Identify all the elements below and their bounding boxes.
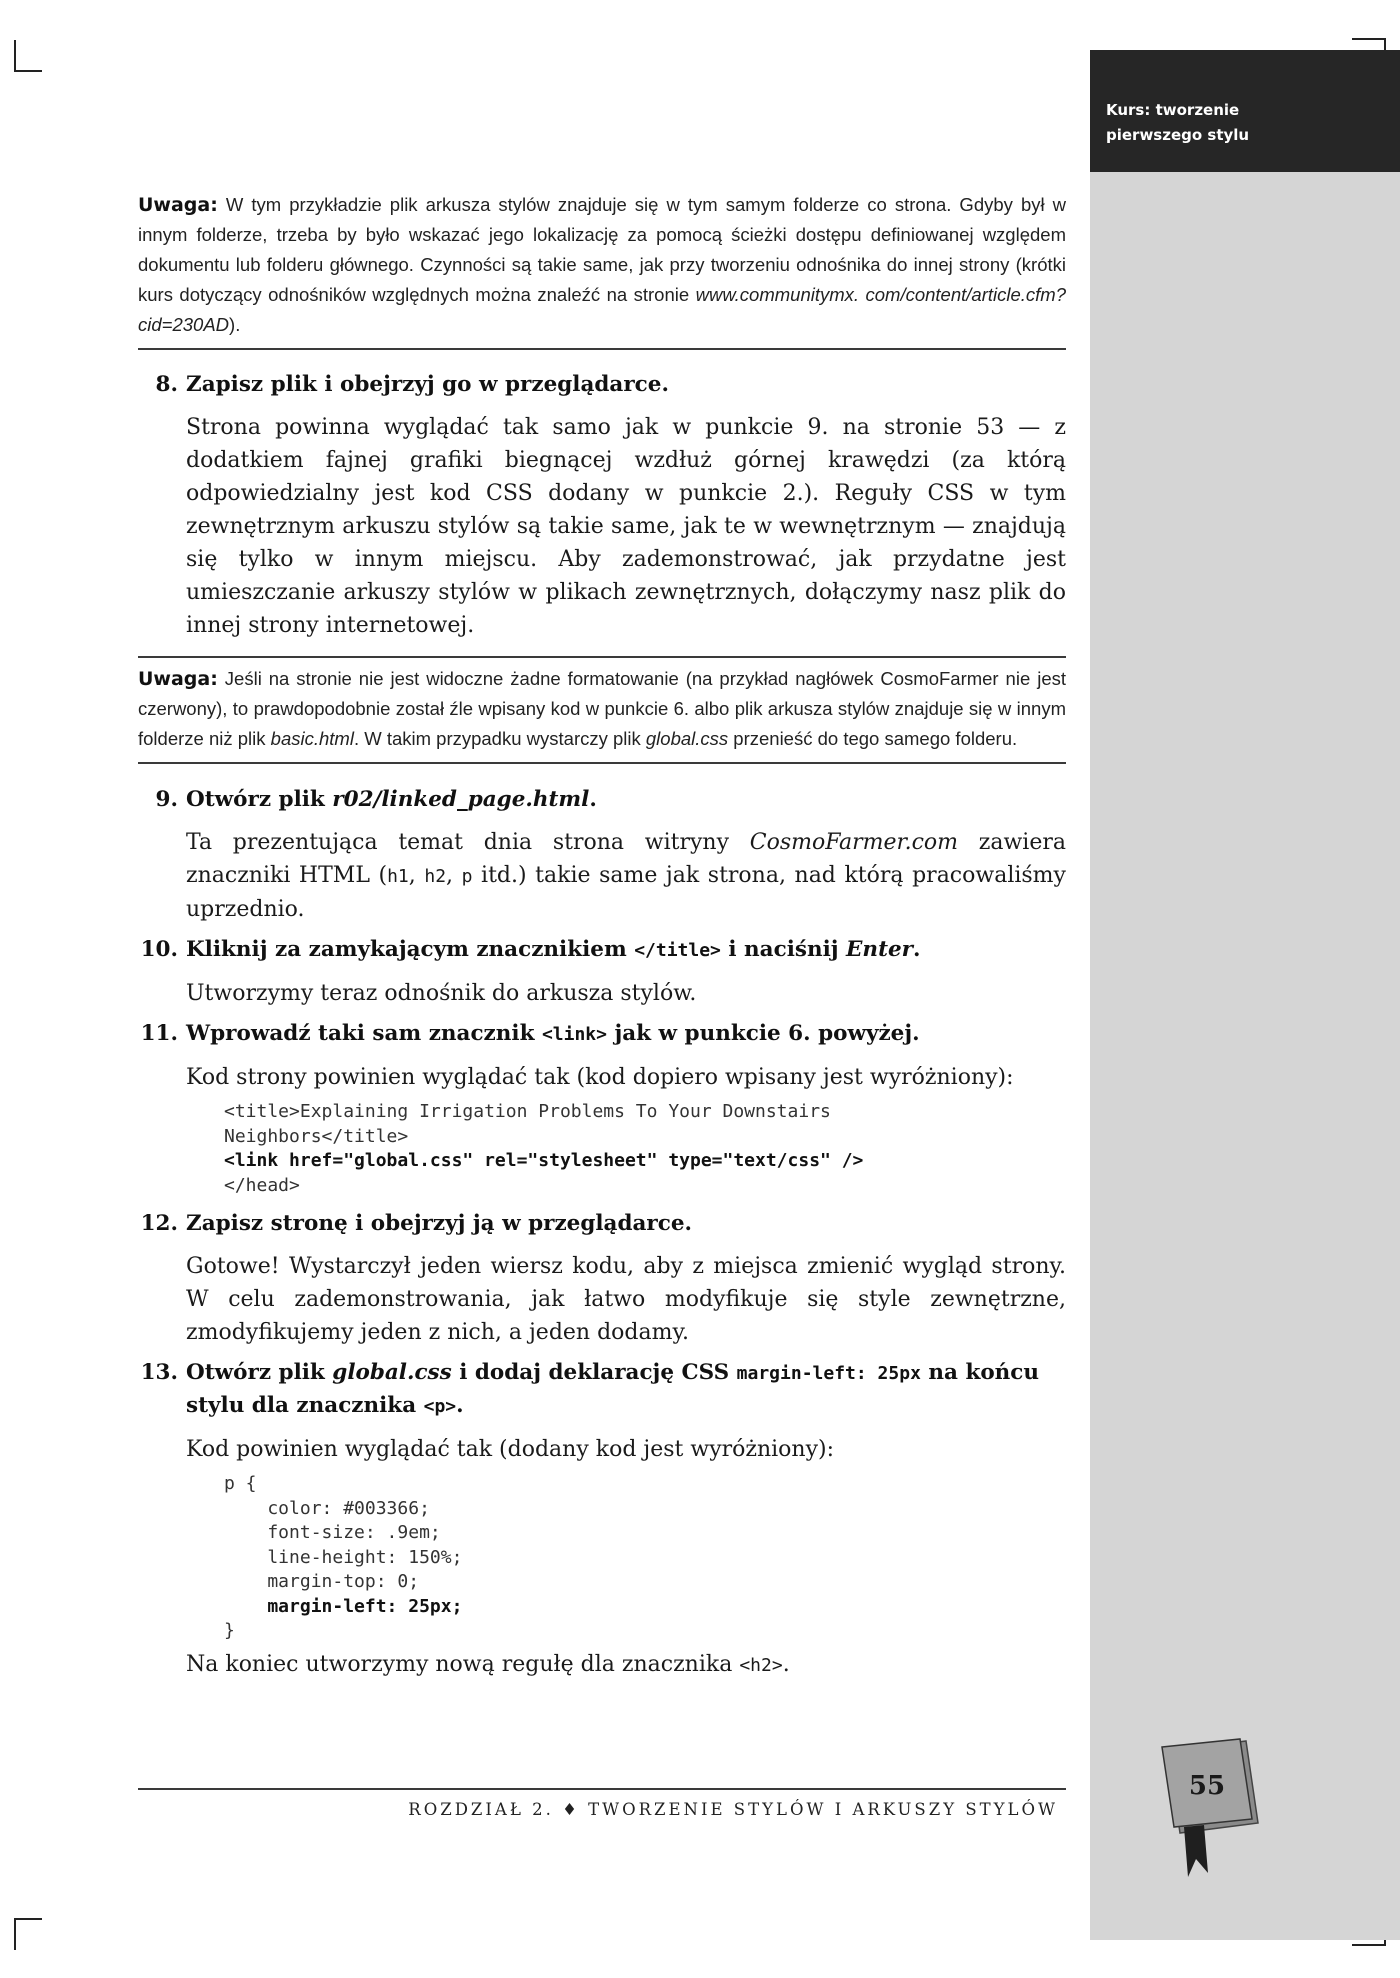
body-text: Ta prezentująca temat dnia strona witryny bbox=[186, 830, 750, 855]
inline-code: <h2> bbox=[739, 1654, 783, 1676]
sidebar-title-line-2: pierwszego stylu bbox=[1106, 126, 1250, 144]
step-heading bbox=[138, 1357, 1066, 1423]
note-text: W tym przykładzie plik arkusza stylów znajduje się w tym samym folderze co strona. Gdyby był w innym folderze, trzeba by było wskazać jego lokalizację za pomocą ścieżki dostępu definiowanej względem dokumentu lub folderu głównego. Czynności są takie same, jak przy tworzeniu odnośnika do innej strony (krótki kurs dotyczący odnośników względnych można znaleźć na stronie bbox=[138, 194, 1066, 305]
inline-code: p bbox=[461, 866, 473, 887]
inline-code: </title> bbox=[634, 940, 721, 961]
step-heading-text: Zapisz stronę i obejrzyj ją w przeglądarce. bbox=[186, 1211, 693, 1236]
step-heading-text: na końcu stylu dla znacznika bbox=[186, 1360, 1040, 1418]
step-heading-text: i naciśnij bbox=[720, 937, 847, 962]
code-line: color: #003366; bbox=[224, 1497, 430, 1519]
step-10 bbox=[138, 934, 1066, 1010]
note-file: basic.html bbox=[270, 728, 354, 749]
step-body: Utworzymy teraz odnośnik do arkusza stylów. bbox=[186, 981, 697, 1006]
step-number: 11. bbox=[140, 1021, 178, 1046]
step-heading-text: jak w punkcie 6. powyżej. bbox=[606, 1021, 920, 1046]
body-text: zawiera znaczniki HTML ( bbox=[186, 830, 1066, 888]
step-heading bbox=[138, 934, 1066, 967]
step-heading bbox=[138, 369, 1066, 401]
step-heading bbox=[138, 784, 1066, 816]
step-number: 9. bbox=[155, 787, 178, 812]
punctuation: . bbox=[589, 787, 597, 812]
inline-code: <p> bbox=[423, 1396, 457, 1417]
punctuation: . bbox=[456, 1393, 464, 1418]
inline-code: h2 bbox=[424, 866, 447, 887]
step-13 bbox=[138, 1357, 1066, 1682]
inline-code: <link> bbox=[541, 1024, 607, 1045]
step-heading-text: Zapisz plik i obejrzyj go w przeglądarce. bbox=[186, 372, 669, 397]
footer-rule bbox=[138, 1788, 1066, 1790]
code-line-highlighted: margin-left: 25px; bbox=[224, 1595, 463, 1617]
sidebar-title-line-1: Kurs: tworzenie bbox=[1106, 101, 1240, 119]
punctuation: . bbox=[782, 1651, 790, 1677]
step-body: Kod powinien wyglądać tak (dodany kod jest wyróżniony): bbox=[186, 1437, 835, 1462]
site-name: CosmoFarmer.com bbox=[749, 830, 959, 855]
divider bbox=[138, 656, 1066, 658]
sidebar-title bbox=[1106, 98, 1306, 148]
body-text: Na koniec utworzymy nową regułę dla znacznika bbox=[186, 1651, 740, 1677]
inline-code: h1 bbox=[387, 866, 409, 887]
page-content bbox=[138, 190, 1066, 1682]
code-line: p { bbox=[224, 1473, 257, 1494]
step-number: 8. bbox=[155, 372, 178, 397]
step-heading-text: Otwórz plik bbox=[186, 787, 333, 812]
step-body: Strona powinna wyglądać tak samo jak w punkcie 9. na stronie 53 — z dodatkiem fajnej grafiki biegnącej wzdłuż górnej krawędzi (za którą odpowiedzialny jest kod CSS dodany w punkcie 2.). Reguły CSS w tym zewnętrznym arkuszu stylów są takie same, jak te w wewnętrznym — znajdują się tylko w innym miejscu. Aby zademonstrować, jak przydatne jest umieszczanie arkuszy stylów w plikach zewnętrznych, dołączymy nasz plik do innej strony internetowej. bbox=[186, 415, 1066, 638]
step-number: 12. bbox=[140, 1211, 178, 1236]
note-link: www.communitymx. com/content/article.cfm?cid=230AD bbox=[138, 284, 1066, 335]
step-heading bbox=[138, 1208, 1066, 1240]
step-11 bbox=[138, 1018, 1066, 1198]
sidebar-band bbox=[1090, 50, 1400, 1940]
code-line: font-size: .9em; bbox=[224, 1522, 441, 1543]
key-name: Enter bbox=[846, 937, 914, 962]
note-text: Jeśli na stronie nie jest widoczne żadne formatowanie (na przykład nagłówek CosmoFarmer nie jest czerwony), to prawdopodobnie został źle wpisany kod w punkcie 6. albo plik arkusza stylów znajduje się w innym folderze niż plik bbox=[138, 668, 1066, 749]
step-9 bbox=[138, 784, 1066, 926]
crop-mark-top-left bbox=[14, 40, 42, 72]
step-body: Gotowe! Wystarczył jeden wiersz kodu, aby z miejsca zmienić wygląd strony. W celu zademonstrowania, jak łatwo modyfikuje się style zewnętrzne, zmodyfikujemy jeden z nich, a jeden dodamy. bbox=[186, 1254, 1066, 1345]
code-line: line-height: 150%; bbox=[224, 1546, 463, 1568]
body-text: itd.) takie same jak strona, nad którą pracowaliśmy uprzednio. bbox=[186, 863, 1066, 922]
step-heading-text: Otwórz plik bbox=[186, 1360, 333, 1385]
step-12 bbox=[138, 1208, 1066, 1349]
code-line: Neighbors</title> bbox=[224, 1125, 409, 1147]
step-heading bbox=[138, 1018, 1066, 1051]
punctuation: . bbox=[913, 937, 921, 962]
step-number: 13. bbox=[140, 1360, 178, 1385]
code-line: </head> bbox=[224, 1174, 300, 1196]
file-name: r02/linked_page.html bbox=[332, 787, 590, 812]
note-text: . W takim przypadku wystarczy plik bbox=[353, 728, 646, 749]
code-block bbox=[138, 1100, 1066, 1198]
note-file: global.css bbox=[645, 728, 729, 749]
code-line: } bbox=[224, 1620, 235, 1641]
crop-mark-bottom-left bbox=[14, 1918, 42, 1950]
note-tail: ). bbox=[229, 314, 241, 335]
note-box-2 bbox=[138, 664, 1066, 754]
divider bbox=[138, 762, 1066, 764]
divider bbox=[138, 348, 1066, 350]
step-8 bbox=[138, 369, 1066, 642]
code-block bbox=[138, 1472, 1066, 1644]
step-number: 10. bbox=[140, 937, 178, 962]
step-body: Kod strony powinien wyglądać tak (kod dopiero wpisany jest wyróżniony): bbox=[186, 1065, 1014, 1090]
step-closing-text bbox=[138, 1648, 1066, 1682]
separator: , bbox=[446, 863, 462, 888]
step-body bbox=[138, 826, 1066, 926]
note-text: przenieść do tego samego folderu. bbox=[728, 728, 1018, 749]
note-label: Uwaga: bbox=[138, 668, 218, 690]
page-number: 55 bbox=[1188, 1771, 1226, 1801]
note-box-1 bbox=[138, 190, 1066, 340]
separator: , bbox=[408, 863, 425, 888]
file-name: global.css bbox=[332, 1360, 452, 1385]
step-heading-text: Wprowadź taki sam znacznik bbox=[186, 1021, 542, 1046]
code-line-highlighted: <link href="global.css" rel="stylesheet" type="text/css" /> bbox=[224, 1150, 864, 1171]
page-number-badge bbox=[1156, 1737, 1264, 1877]
inline-code: margin-left: 25px bbox=[736, 1363, 921, 1384]
running-footer: ROZDZIAŁ 2. ♦ TWORZENIE STYLÓW I ARKUSZY STYLÓW bbox=[408, 1800, 1058, 1819]
step-heading-text: i dodaj deklarację CSS bbox=[451, 1360, 737, 1385]
bookmark-ribbon-icon bbox=[1184, 1825, 1208, 1877]
code-line: <title>Explaining Irrigation Problems To Your Downstairs bbox=[224, 1101, 831, 1122]
step-heading-text: Kliknij za zamykającym znacznikiem bbox=[186, 937, 635, 962]
code-line: margin-top: 0; bbox=[224, 1571, 420, 1592]
note-label: Uwaga: bbox=[138, 194, 218, 216]
